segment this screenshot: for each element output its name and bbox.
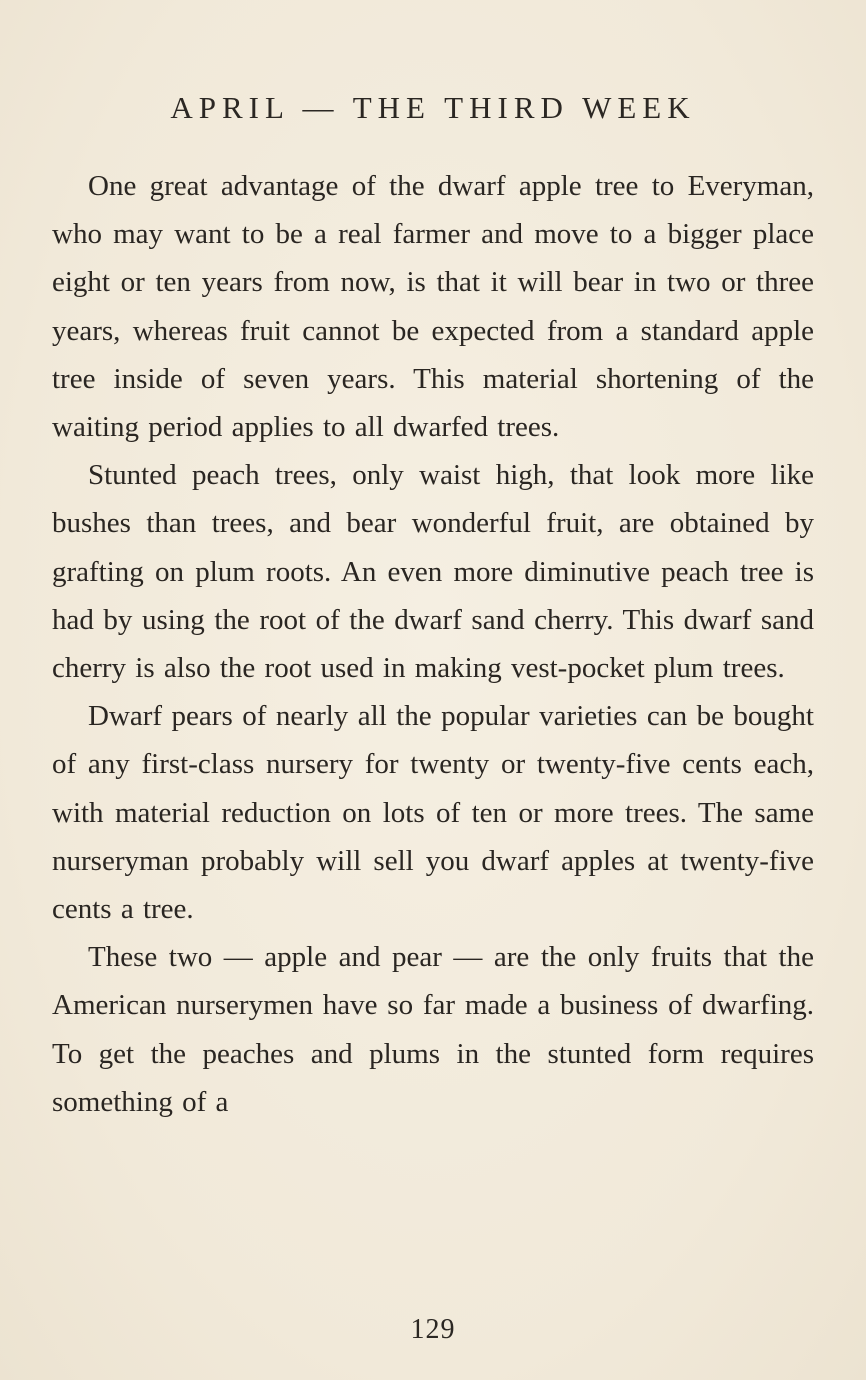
page-body [52, 162, 814, 1126]
paragraph-1: One great advantage of the dwarf apple tree to Everyman, who may want to be a real farmer and move to a bigger place eight or ten years from now, is that it will bear in two or three years, whereas fruit cannot be expected from a standard apple tree inside of seven years. This material shortening of the waiting period applies to all dwarfed trees. [52, 170, 814, 444]
running-header: APRIL — THE THIRD WEEK [170, 90, 696, 125]
paragraph-4: These two — apple and pear — are the only fruits that the American nurserymen have so far made a business of dwarfing. To get the peaches and plums in the stunted form requires something of a [52, 941, 814, 1118]
paragraph-3: Dwarf pears of nearly all the popular varieties can be bought of any first-class nursery for twenty or twenty-five cents each, with material reduction on lots of ten or more trees. The same nurseryman probably will sell you dwarf apples at twenty-five cents a tree. [52, 700, 814, 926]
paragraph-2: Stunted peach trees, only waist high, that look more like bushes than trees, and bear wonderful fruit, are obtained by grafting on plum roots. An even more diminutive peach tree is had by using the root of the dwarf sand cherry. This dwarf sand cherry is also the root used in making vest-pocket plum trees. [52, 459, 814, 685]
page-number: 129 [410, 1314, 456, 1345]
